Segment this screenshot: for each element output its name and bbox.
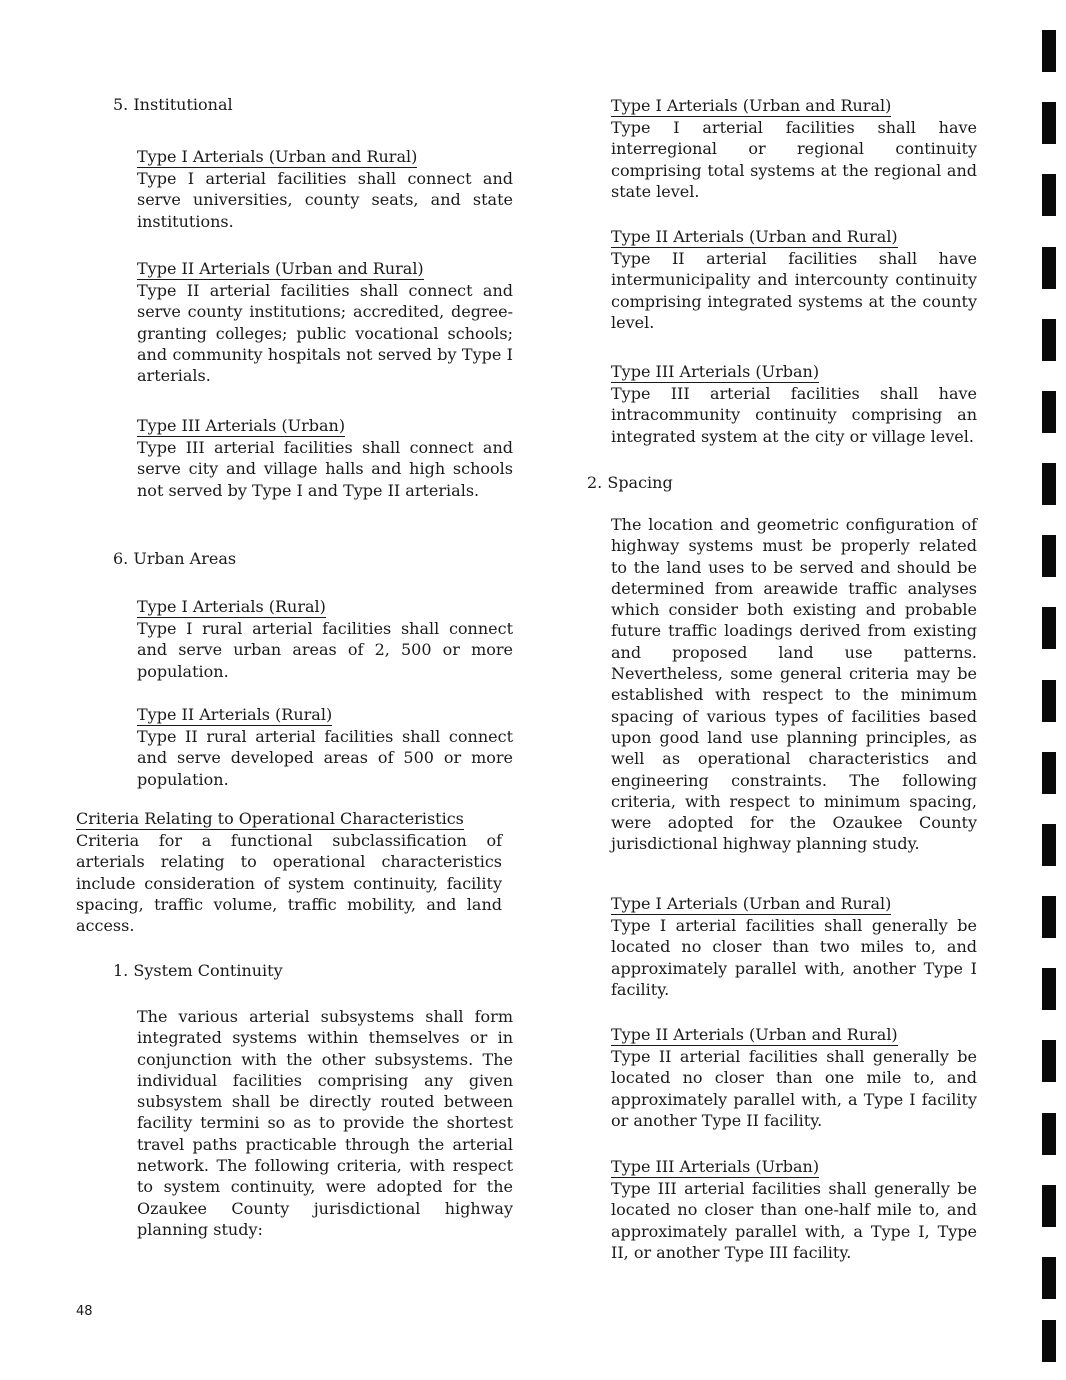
registration-mark — [1042, 247, 1056, 289]
page-number: 48 — [76, 1304, 93, 1319]
sec5-type-iii-text: Type III arterial facilities shall connect and serve city and village halls and high schools not served by Type I and Type II arterials. — [137, 438, 513, 500]
registration-mark — [1042, 535, 1056, 577]
sec5-type-ii-title: Type II Arterials (Urban and Rural) — [137, 259, 424, 278]
registration-mark — [1042, 1040, 1056, 1082]
sec1-text: The various arterial subsystems shall form integrated systems within themselves or in conjunction with the other subsystems. The individual facilities comprising any given subsystem shall be directly routed between facility termini so as to provide the shortest travel paths practicable through the arterial network. The following criteria, with respect to system continuity, were adopted for the Ozaukee County jurisdictional highway planning study: — [137, 1007, 513, 1239]
section-6-heading: 6. Urban Areas — [113, 549, 237, 568]
criteria-title: Criteria Relating to Operational Characteristics — [76, 809, 464, 828]
sec5-type-ii-block — [137, 258, 513, 386]
sec5-type-iii-title: Type III Arterials (Urban) — [137, 416, 346, 435]
cont-type-i-block — [611, 95, 977, 202]
cont-type-iii-block — [611, 361, 977, 447]
sec5-type-i-title: Type I Arterials (Urban and Rural) — [137, 147, 418, 166]
registration-mark — [1042, 968, 1056, 1010]
registration-mark — [1042, 30, 1056, 72]
sec6-type-i-block — [137, 596, 513, 682]
sp-type-ii-block — [611, 1024, 977, 1131]
cont-type-i-title: Type I Arterials (Urban and Rural) — [611, 96, 892, 115]
registration-mark — [1042, 319, 1056, 361]
sec6-type-ii-title: Type II Arterials (Rural) — [137, 705, 333, 724]
criteria-block — [76, 808, 502, 936]
registration-mark — [1042, 752, 1056, 794]
registration-mark — [1042, 102, 1056, 144]
sec6-type-ii-text: Type II rural arterial facilities shall connect and serve developed areas of 500 or more population. — [137, 727, 513, 789]
registration-mark — [1042, 174, 1056, 216]
registration-mark — [1042, 1113, 1056, 1155]
registration-mark — [1042, 1320, 1056, 1362]
criteria-text: Criteria for a functional subclassification of arterials relating to operational characteristics include consideration of system continuity, facility spacing, traffic volume, traffic mobility, and land access. — [76, 831, 502, 936]
cont-type-ii-text: Type II arterial facilities shall have intermunicipality and intercounty continuity comprising integrated systems at the county level. — [611, 249, 977, 332]
sp-type-ii-title: Type II Arterials (Urban and Rural) — [611, 1025, 898, 1044]
registration-mark — [1042, 607, 1056, 649]
sp-type-i-title: Type I Arterials (Urban and Rural) — [611, 894, 892, 913]
sp-type-i-text: Type I arterial facilities shall generally be located no closer than two miles to, and approximately parallel with, another Type I facility. — [611, 916, 977, 999]
sec6-type-i-text: Type I rural arterial facilities shall connect and serve urban areas of 2, 500 or more population. — [137, 619, 513, 681]
sec5-type-i-text: Type I arterial facilities shall connect and serve universities, county seats, and state institutions. — [137, 169, 513, 231]
sec5-type-iii-block — [137, 415, 513, 501]
sec5-type-i-block — [137, 146, 513, 232]
registration-mark — [1042, 463, 1056, 505]
cont-type-ii-block — [611, 226, 977, 333]
sp-type-iii-block — [611, 1156, 977, 1263]
registration-mark — [1042, 1257, 1056, 1299]
cont-type-i-text: Type I arterial facilities shall have interregional or regional continuity comprising total systems at the regional and state level. — [611, 118, 977, 201]
sp-type-ii-text: Type II arterial facilities shall generally be located no closer than one mile to, and approximately parallel with, a Type I facility or another Type II facility. — [611, 1047, 977, 1130]
cont-type-ii-title: Type II Arterials (Urban and Rural) — [611, 227, 898, 246]
section-1-heading: 1. System Continuity — [113, 961, 283, 980]
section-5-heading: 5. Institutional — [113, 95, 233, 114]
cont-type-iii-title: Type III Arterials (Urban) — [611, 362, 820, 381]
registration-mark — [1042, 1185, 1056, 1227]
sec6-type-ii-block — [137, 704, 513, 790]
registration-mark — [1042, 680, 1056, 722]
sp-type-i-block — [611, 893, 977, 1000]
sp-type-iii-title: Type III Arterials (Urban) — [611, 1157, 820, 1176]
registration-mark — [1042, 391, 1056, 433]
sp-type-iii-text: Type III arterial facilities shall generally be located no closer than one-half mile to, and approximately parallel with, a Type I, Type II, or another Type III facility. — [611, 1179, 977, 1262]
section-2-heading: 2. Spacing — [587, 473, 673, 492]
sec6-type-i-title: Type I Arterials (Rural) — [137, 597, 326, 616]
registration-mark — [1042, 824, 1056, 866]
sec1-block — [137, 1006, 513, 1240]
registration-mark — [1042, 896, 1056, 938]
sec5-type-ii-text: Type II arterial facilities shall connect and serve county institutions; accredited, degree-granting colleges; public vocational schools; and community hospitals not served by Type I arterials. — [137, 281, 513, 386]
sec2-block — [611, 514, 977, 855]
cont-type-iii-text: Type III arterial facilities shall have intracommunity continuity comprising an integrated system at the city or village level. — [611, 384, 977, 446]
sec2-text: The location and geometric configuration of highway systems must be properly related to the land uses to be served and should be determined from areawide traffic analyses which consider both existing and probable future traffic loadings derived from existing and proposed land use patterns. Nevertheless, some general criteria may be established with respect to the minimum spacing of various types of facilities based upon good land use planning principles, as well as operational characteristics and engineering constraints. The following criteria, with respect to minimum spacing, were adopted for the Ozaukee County jurisdictional highway planning study. — [611, 515, 977, 854]
